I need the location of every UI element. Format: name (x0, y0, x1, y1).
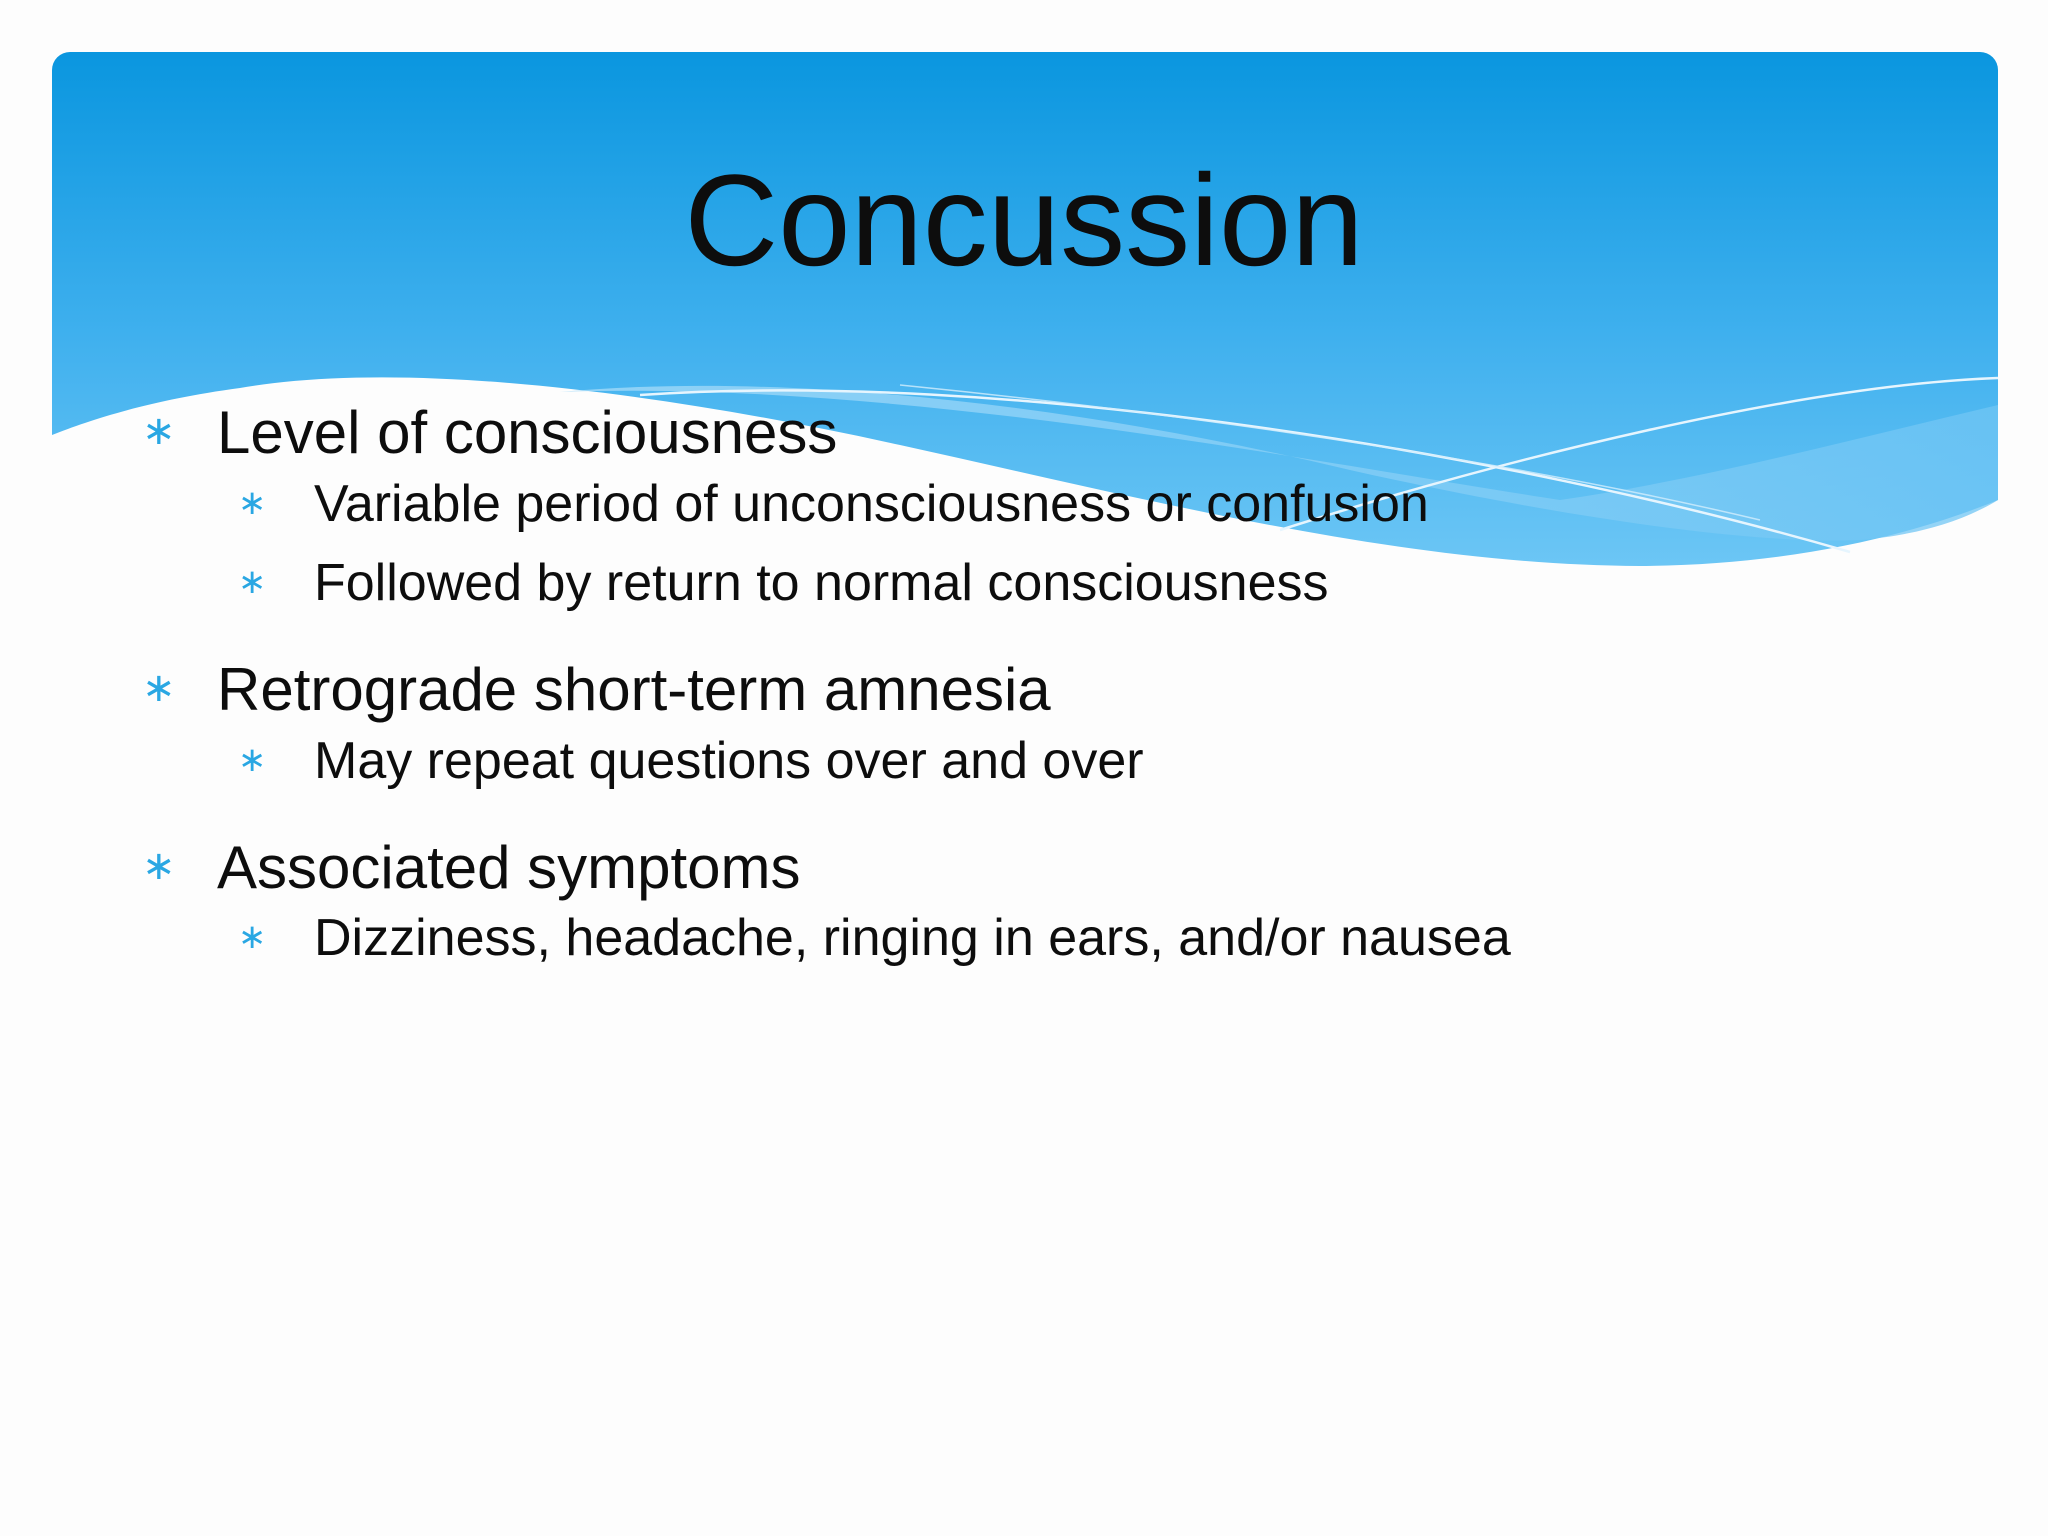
sub-list-item-label: May repeat questions over and over (314, 732, 1144, 790)
bullet-icon: ∗ (238, 740, 267, 780)
bullet-icon: ∗ (238, 562, 267, 602)
sub-list-item-label: Variable period of unconsciousness or confusion (314, 475, 1429, 533)
sub-list-item-label: Dizziness, headache, ringing in ears, and/or nausea (314, 909, 1511, 967)
bullet-icon: ∗ (238, 917, 267, 957)
slide-title: Concussion (684, 147, 1364, 293)
bullet-icon: ∗ (238, 483, 267, 523)
list-item-label: Associated symptoms (217, 834, 801, 901)
sub-list-item-label: Followed by return to normal consciousness (314, 554, 1329, 612)
bullet-icon: ∗ (142, 408, 176, 454)
bullet-icon: ∗ (142, 665, 176, 711)
list-item-label: Level of consciousness (217, 399, 838, 466)
list-item-label: Retrograde short-term amnesia (217, 656, 1051, 723)
bullet-icon: ∗ (142, 843, 176, 889)
